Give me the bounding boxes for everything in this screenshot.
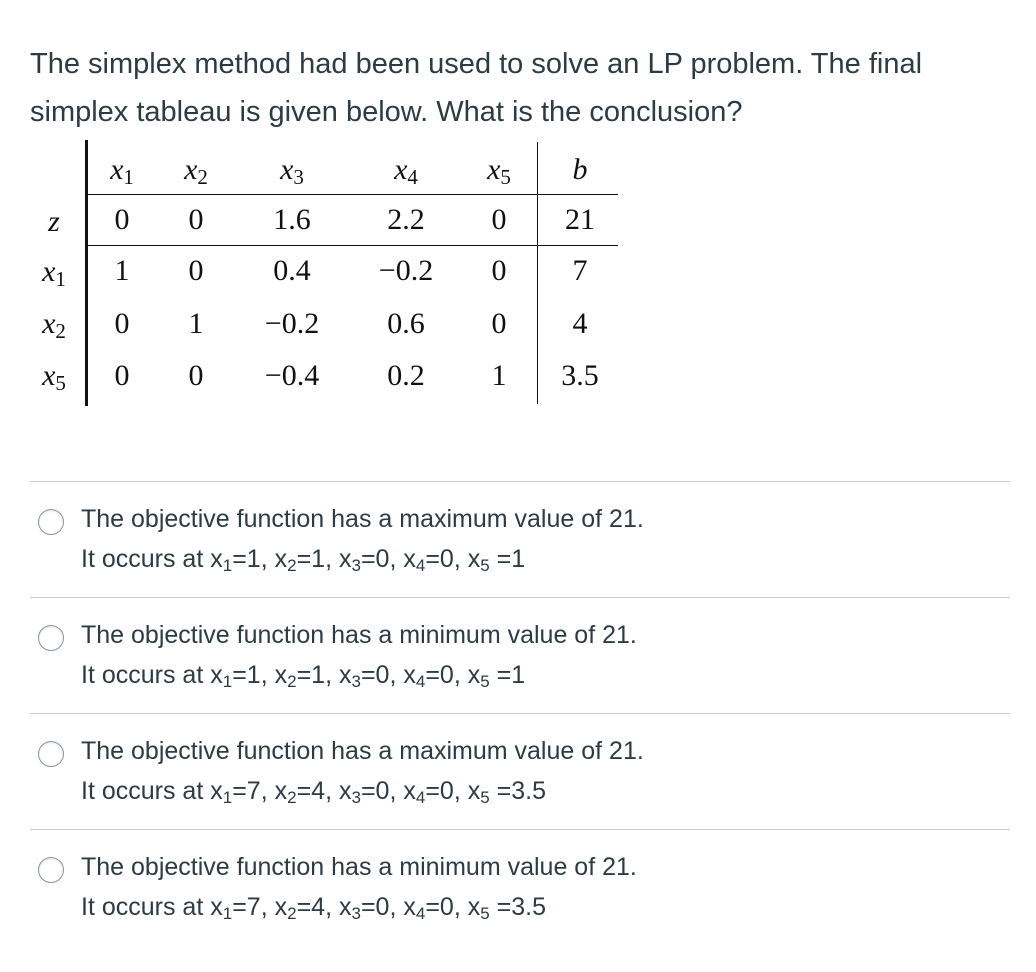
tableau-cell: 7 <box>572 254 588 287</box>
option-line-2: It occurs at $x_1=7$, $x_2=4$, $x_3=0$, $x_4=0$, $x_5 =3.5$ <box>81 893 546 923</box>
tableau-cell: 0 <box>188 203 204 236</box>
option-divider <box>30 481 1010 482</box>
row-label-x1: $x_1$ <box>42 255 66 291</box>
tableau-cell: 0 <box>188 254 204 287</box>
tableau-z-rule <box>88 245 618 246</box>
option-line-2: It occurs at $x_1=1$, $x_2=1$, $x_3=0$, $x_4=0$, $x_5 =1$ <box>81 545 526 575</box>
radio-button[interactable] <box>38 741 64 767</box>
tableau-left-rule <box>85 140 88 406</box>
option-line-2: It occurs at $x_1=7$, $x_2=4$, $x_3=0$, $x_4=0$, $x_5 =3.5$ <box>81 777 546 807</box>
tableau-cell: −0.2 <box>264 307 320 340</box>
tableau-cell: 0 <box>114 307 130 340</box>
answer-option-3[interactable] <box>38 731 998 819</box>
tableau-cell: 1 <box>491 359 507 392</box>
tableau-cell: −0.2 <box>378 254 434 287</box>
row-label-x5: $x_5$ <box>42 359 66 395</box>
option-line-1: The objective function has a maximum value of 21. <box>81 737 644 765</box>
tableau-cell: 1.6 <box>273 203 311 236</box>
tableau-cell: −0.4 <box>264 359 320 392</box>
radio-button[interactable] <box>38 625 64 651</box>
tableau-cell: 0.4 <box>273 254 311 287</box>
tableau-cell: 2.2 <box>387 203 425 236</box>
tableau-cell: 0 <box>188 359 204 392</box>
tableau-cell: 0 <box>491 203 507 236</box>
option-divider <box>30 713 1010 714</box>
tableau-cell: 1 <box>114 254 130 287</box>
tableau-cell: 0.2 <box>387 359 425 392</box>
question-text: The simplex method had been used to solve an LP problem. The final simplex tableau is given below. What is the conclusion? <box>30 48 923 128</box>
tableau-cell: 0.6 <box>387 307 425 340</box>
tableau-cell: 21 <box>565 203 595 236</box>
option-divider <box>30 829 1010 830</box>
row-label-x2: $x_2$ <box>42 307 66 343</box>
tableau-cell: 4 <box>572 307 588 340</box>
col-header-x5: $x_5$ <box>487 153 511 189</box>
radio-button[interactable] <box>38 509 64 535</box>
tableau-cell: 0 <box>114 203 130 236</box>
tableau-cell: 3.5 <box>561 359 599 392</box>
col-header-x3: $x_3$ <box>280 153 304 189</box>
option-line-1: The objective function has a maximum value of 21. <box>81 505 644 533</box>
tableau-cell: 0 <box>491 307 507 340</box>
tableau-cell: 1 <box>188 307 204 340</box>
col-header-x4: $x_4$ <box>394 153 418 189</box>
tableau-header-rule <box>88 194 618 195</box>
col-header-x2: $x_2$ <box>184 153 208 189</box>
answer-option-2[interactable] <box>38 615 998 703</box>
answer-option-4[interactable] <box>38 847 998 935</box>
col-header-x1: $x_1$ <box>110 153 134 189</box>
tableau-cell: 0 <box>114 359 130 392</box>
option-line-1: The objective function has a minimum value of 21. <box>81 853 637 881</box>
option-line-2: It occurs at $x_1=1$, $x_2=1$, $x_3=0$, $x_4=0$, $x_5 =1$ <box>81 661 526 691</box>
answer-option-1[interactable] <box>38 499 998 587</box>
row-label-z: z <box>48 205 60 238</box>
tableau-cell: 0 <box>491 254 507 287</box>
col-header-b: b <box>572 153 588 186</box>
option-divider <box>30 597 1010 598</box>
radio-button[interactable] <box>38 857 64 883</box>
tableau-b-rule <box>537 142 538 404</box>
option-line-1: The objective function has a minimum value of 21. <box>81 621 637 649</box>
